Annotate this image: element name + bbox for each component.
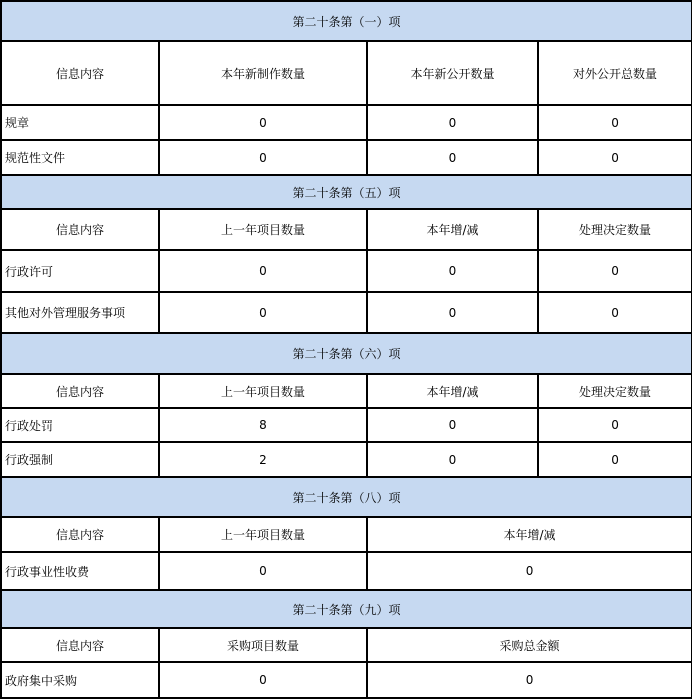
cell-value: 0 <box>367 408 538 442</box>
section-title-row <box>1 175 692 209</box>
header-row <box>1 517 692 552</box>
table-row <box>1 292 692 333</box>
cell-value: 8 <box>159 408 367 442</box>
cell-value: 0 <box>538 408 692 442</box>
table-row <box>1 408 692 442</box>
header-cell: 信息内容 <box>1 41 159 105</box>
table-row <box>1 442 692 477</box>
header-row <box>1 374 692 408</box>
header-cell: 信息内容 <box>1 628 159 662</box>
table-row <box>1 105 692 140</box>
header-cell: 本年增/减 <box>367 209 538 250</box>
header-cell: 信息内容 <box>1 209 159 250</box>
header-cell: 对外公开总数量 <box>538 41 692 105</box>
section-title-row <box>1 590 692 628</box>
table-row <box>1 662 692 698</box>
cell-value: 0 <box>159 662 367 698</box>
section-title: 第二十条第（一）项 <box>1 1 692 41</box>
cell-value: 0 <box>367 442 538 477</box>
row-label: 其他对外管理服务事项 <box>1 292 159 333</box>
section-title-row <box>1 1 692 41</box>
header-row <box>1 209 692 250</box>
cell-value: 0 <box>538 140 692 175</box>
row-label: 行政强制 <box>1 442 159 477</box>
header-cell: 信息内容 <box>1 374 159 408</box>
header-cell: 上一年项目数量 <box>159 374 367 408</box>
cell-value: 0 <box>159 250 367 292</box>
cell-value: 0 <box>538 105 692 140</box>
section-title-row <box>1 477 692 517</box>
table-row <box>1 140 692 175</box>
cell-value: 0 <box>538 442 692 477</box>
cell-value: 0 <box>159 552 367 590</box>
section-title: 第二十条第（五）项 <box>1 175 692 209</box>
header-cell: 采购总金额 <box>367 628 692 662</box>
header-cell: 处理决定数量 <box>538 209 692 250</box>
row-label: 规章 <box>1 105 159 140</box>
cell-value: 0 <box>367 105 538 140</box>
cell-value: 0 <box>367 140 538 175</box>
header-cell: 处理决定数量 <box>538 374 692 408</box>
cell-value: 0 <box>159 292 367 333</box>
table-row <box>1 250 692 292</box>
cell-value: 2 <box>159 442 367 477</box>
header-cell: 上一年项目数量 <box>159 517 367 552</box>
header-row <box>1 41 692 105</box>
row-label: 行政处罚 <box>1 408 159 442</box>
cell-value: 0 <box>159 105 367 140</box>
header-cell: 上一年项目数量 <box>159 209 367 250</box>
cell-value: 0 <box>367 662 692 698</box>
cell-value: 0 <box>367 552 692 590</box>
row-label: 规范性文件 <box>1 140 159 175</box>
section-title: 第二十条第（八）项 <box>1 477 692 517</box>
row-label: 政府集中采购 <box>1 662 159 698</box>
header-cell: 本年新制作数量 <box>159 41 367 105</box>
row-label: 行政事业性收费 <box>1 552 159 590</box>
header-cell: 本年新公开数量 <box>367 41 538 105</box>
cell-value: 0 <box>367 250 538 292</box>
cell-value: 0 <box>538 250 692 292</box>
table-row <box>1 552 692 590</box>
section-title: 第二十条第（九）项 <box>1 590 692 628</box>
header-cell: 本年增/减 <box>367 374 538 408</box>
row-label: 行政许可 <box>1 250 159 292</box>
header-cell: 采购项目数量 <box>159 628 367 662</box>
cell-value: 0 <box>159 140 367 175</box>
section-title: 第二十条第（六）项 <box>1 333 692 374</box>
header-row <box>1 628 692 662</box>
header-cell: 信息内容 <box>1 517 159 552</box>
section-title-row <box>1 333 692 374</box>
header-cell: 本年增/减 <box>367 517 692 552</box>
cell-value: 0 <box>367 292 538 333</box>
cell-value: 0 <box>538 292 692 333</box>
